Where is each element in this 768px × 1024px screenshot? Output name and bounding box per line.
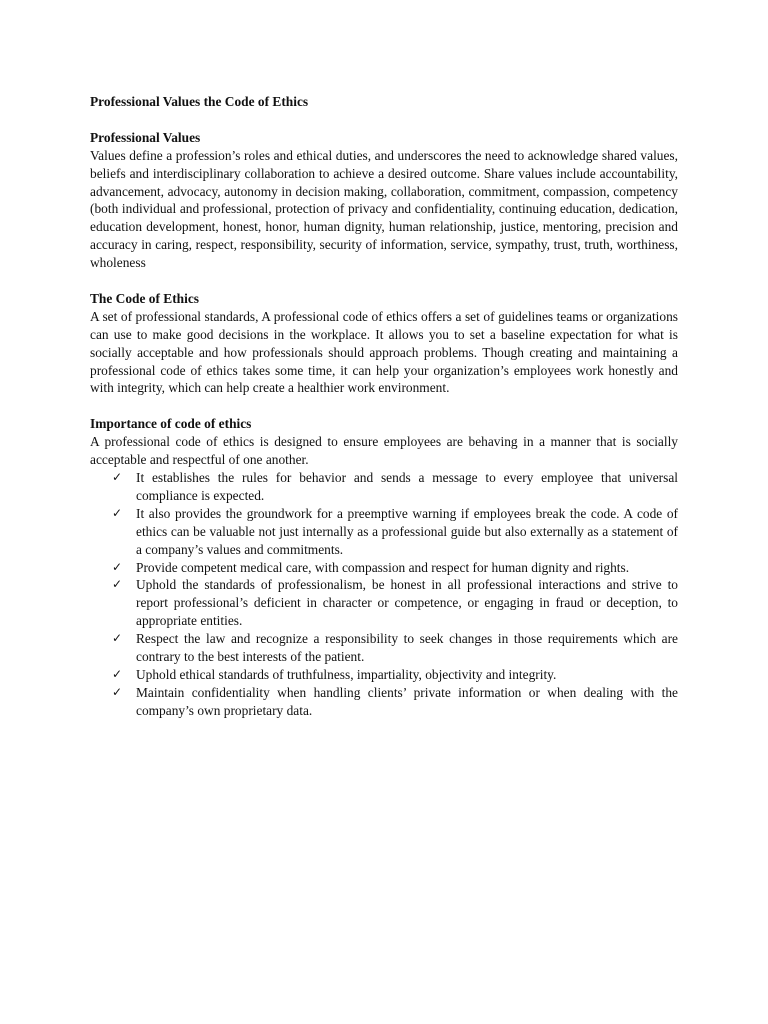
checkmark-icon: ✓: [112, 684, 123, 699]
checklist-item-text: Respect the law and recognize a responsibility to seek changes in those requirements which are contrary to the best interests of the patient.: [136, 631, 678, 665]
checklist-item-text: Uphold ethical standards of truthfulness, impartiality, objectivity and integrity.: [136, 666, 557, 682]
section-code-of-ethics: [90, 290, 678, 397]
checklist-item: [90, 630, 678, 666]
section-paragraph: Values define a profession’s roles and ethical duties, and underscores the need to acknowledge shared values, beliefs and interdisciplinary collaboration to achieve a desired outcome. Share values include accountability, advancement, advocacy, autonomy in decision making, collaboration, commitment, compassion, competency (both individual and professional, protection of privacy and confidentiality, continuing education, dedication, education development, honest, honor, human dignity, human relationship, justice, mentoring, precision and accuracy in caring, respect, responsibility, security of information, service, sympathy, trust, truth, worthiness, wholeness: [90, 147, 678, 271]
checkmark-icon: ✓: [112, 631, 123, 646]
checklist-item-text: Provide competent medical care, with compassion and respect for human dignity and rights.: [136, 559, 630, 575]
section-heading: The Code of Ethics: [90, 290, 199, 306]
section-heading: Professional Values: [90, 129, 201, 145]
checkmark-icon: ✓: [112, 469, 123, 484]
section-paragraph: A set of professional standards, A professional code of ethics offers a set of guidelines teams or organizations can use to make good decisions in the workplace. It allows you to set a baseline expectation for what is socially acceptable and how professionals should approach problems. Though creating and maintaining a professional code of ethics takes some time, it can help your organization’s employees work honestly and with integrity, which can help create a healthier work environment.: [90, 308, 678, 396]
checkmark-icon: ✓: [112, 505, 123, 520]
checklist-item-text: Maintain confidentiality when handling clients’ private information or when dealing with the company’s own proprietary data.: [136, 684, 678, 718]
checklist-item: [90, 666, 678, 684]
section-professional-values: [90, 129, 678, 272]
checklist-item: [90, 469, 678, 505]
section-heading: Importance of code of ethics: [90, 416, 252, 432]
document-title: Professional Values the Code of Ethics: [90, 94, 309, 109]
importance-checklist: [90, 469, 678, 720]
checklist-item-text: Uphold the standards of professionalism, be honest in all professional interactions and strive to report professional’s deficient in character or competence, or engaging in fraud or deception, to appropriate entities.: [136, 577, 678, 629]
checklist-item: [90, 505, 678, 559]
document-page: [90, 93, 678, 738]
checklist-item: [90, 559, 678, 577]
checklist-item: [90, 684, 678, 720]
section-importance: [90, 415, 678, 719]
checkmark-icon: ✓: [112, 577, 123, 592]
checkmark-icon: ✓: [112, 666, 123, 681]
section-paragraph: A professional code of ethics is designed to ensure employees are behaving in a manner that is socially acceptable and respectful of one another.: [90, 434, 678, 468]
checklist-item-text: It also provides the groundwork for a preemptive warning if employees break the code. A code of ethics can be valuable not just internally as a professional guide but also externally as a statement of a company’s values and commitments.: [136, 505, 678, 557]
checkmark-icon: ✓: [112, 559, 123, 574]
checklist-item-text: It establishes the rules for behavior and sends a message to every employee that universal compliance is expected.: [136, 469, 678, 503]
checklist-item: [90, 576, 678, 630]
